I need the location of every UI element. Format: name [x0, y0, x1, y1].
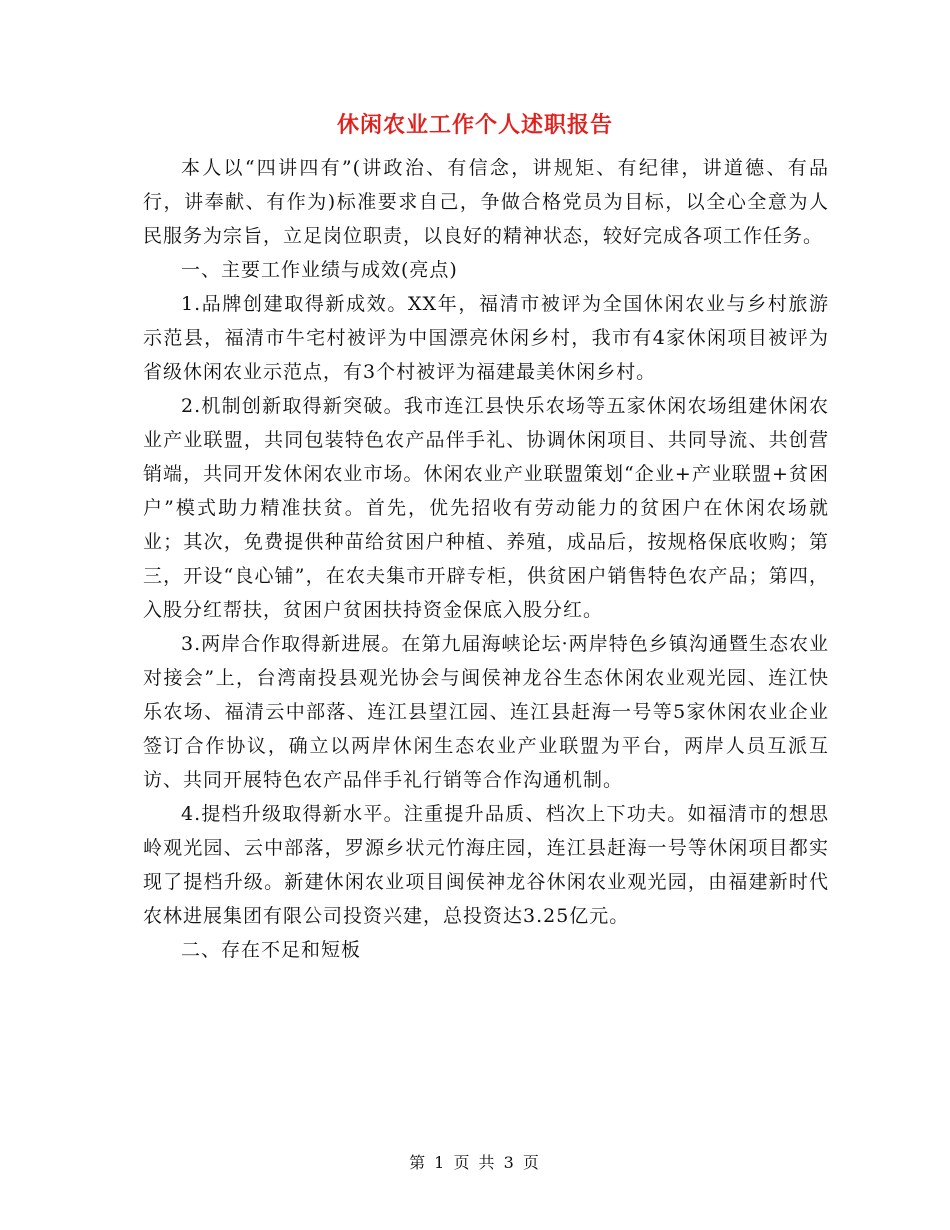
section-heading-shortcomings: 二、存在不足和短板	[181, 939, 362, 961]
paragraph-cross-strait: 3.两岸合作取得新进展。在第九届海峡论坛·两岸特色乡镇沟通暨生态农业对接会”上，台湾南投县观光协会与闽侯神龙谷生态休闲农业观光园、连江快乐农场、福清云中部落、连江县望江园、连江县赶海一号等5家休闲农业企业签订合作协议，确立以两岸休闲生态农业产业联盟为平台，两岸人员互派互访、共同开展特色农产品伴手礼行销等合作沟通机制。	[143, 633, 829, 791]
paragraph-mechanism: 2.机制创新取得新突破。我市连江县快乐农场等五家休闲农场组建休闲农业产业联盟，共同包装特色农产品伴手礼、协调休闲项目、共同导流、共创营销端，共同开发休闲农业市场。休闲农业产业联盟策划“企业+产业联盟+贫困户”模式助力精准扶贫。首先，优先招收有劳动能力的贫困户在休闲农场就业；其次，免费提供种苗给贫困户种植、养殖，成品后，按规格保底收购；第三，开设“良心铺”，在农夫集市开辟专柜，供贫困户销售特色农产品；第四，入股分红帮扶，贫困户贫困扶持资金保底入股分红。	[143, 395, 829, 621]
document-title: 休闲农业工作个人述职报告	[336, 112, 613, 138]
paragraph-brand: 1.品牌创建取得新成效。XX年，福清市被评为全国休闲农业与乡村旅游示范县，福清市牛宅村被评为中国漂亮休闲乡村，我市有4家休闲项目被评为省级休闲农业示范点，有3个村被评为福建最美休闲乡村。	[143, 293, 829, 383]
section-heading-achievements: 一、主要工作业绩与成效(亮点)	[181, 259, 458, 281]
page-footer: 第 1 页 共 3 页	[409, 1153, 541, 1172]
paragraph-upgrade: 4.提档升级取得新水平。注重提升品质、档次上下功夫。如福清市的想思岭观光园、云中部落，罗源乡状元竹海庄园，连江县赶海一号等休闲项目都实现了提档升级。新建休闲农业项目闽侯神龙谷休闲农业观光园，由福建新时代农林进展集团有限公司投资兴建，总投资达3.25亿元。	[143, 803, 829, 927]
intro-paragraph: 本人以“四讲四有”(讲政治、有信念，讲规矩、有纪律，讲道德、有品行，讲奉献、有作为)标准要求自己，争做合格党员为目标，以全心全意为人民服务为宗旨，立足岗位职责，以良好的精神状态，较好完成各项工作任务。	[143, 157, 829, 247]
document-body	[143, 151, 829, 967]
